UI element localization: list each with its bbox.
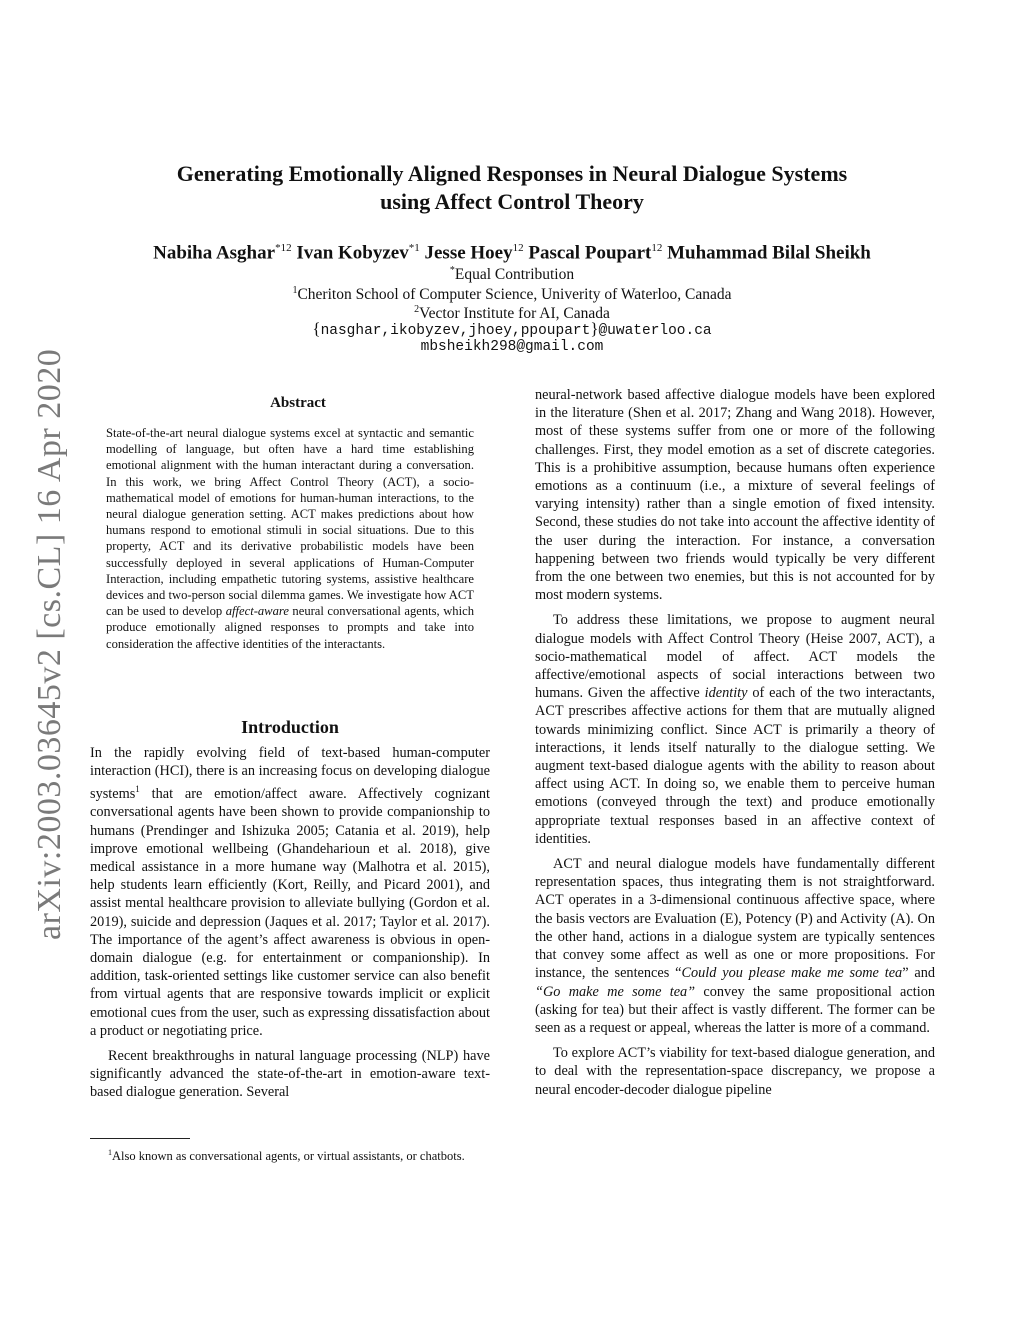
- abstract-heading: Abstract: [270, 395, 326, 411]
- abstract-body: [106, 425, 474, 652]
- paper-title: [100, 160, 924, 216]
- left-column: [90, 744, 490, 1109]
- right-p2-text-a: To address these limitations, we propose to augment neural dialogue models with Affect Control Theory (Heise 2007, ACT), a socio-mathematical model of affect. ACT models the affective/emotional aspects of social interactions between two humans. Given the affective: [535, 612, 935, 702]
- email-users: nasghar,ikobyzev,jhoey,ppoupart: [320, 323, 591, 339]
- author-marks: 12: [651, 242, 663, 254]
- right-column: [535, 386, 935, 1106]
- email-domain: @uwaterloo.ca: [598, 323, 712, 339]
- right-p3-text-a: ACT and neural dialogue models have fundamentally different representation spaces, thus integrating them is not straightforward. ACT operates in a 3-dimensional continuous affective space, where the basis vectors are Evaluation (E), Potency (P) and Activity (A). On the other hand, actions in a dialogue system are typically sentences that convey some affect as well as one or more propositions. For instance, the sentences “: [535, 856, 935, 982]
- abstract-text-1: State-of-the-art neural dialogue systems excel at syntactic and semantic modelling of language, but often have a hard time establishing emotional alignment with the human interactant during a conversation. In this work, we bring Affect Control Theory (ACT), a socio-mathematical model of emotions for human-human interactions, to the neural dialogue generation setting. ACT makes predictions about how humans respond to emotional stimuli in social situations. Due to this property, ACT and its derivative probabilistic models have been successfully deployed in several applications of Human-Computer Interaction, including empathetic tutoring systems, assistive healthcare devices and two-person social dilemma games. We investigate how ACT can be used to develop: [106, 426, 474, 619]
- affiliation-1-text: Cheriton School of Computer Science, Univerity of Waterloo, Canada: [297, 286, 732, 304]
- email-line-2: mbsheikh298@gmail.com: [420, 339, 604, 355]
- author-marks: 12: [512, 242, 524, 254]
- title-line-2: using Affect Control Theory: [380, 189, 644, 214]
- author-name: Pascal Poupart: [528, 242, 652, 264]
- footnote: [90, 1145, 490, 1164]
- title-line-1: Generating Emotionally Aligned Responses in Neural Dialogue Systems: [176, 161, 848, 186]
- right-p3-text-c: convey the same propositional action (asking for tea) but their affect is vastly different. The former can be seen as a request or appeal, whereas the latter is more of a command.: [535, 983, 935, 1036]
- right-paragraph-2: [535, 611, 935, 848]
- intro-paragraph-1: [90, 744, 490, 1040]
- affiliation-2-mark: 2: [414, 304, 420, 315]
- footnote-mark: 1: [108, 1148, 112, 1157]
- equal-contribution-text: Equal Contribution: [454, 266, 575, 284]
- author-name: Ivan Kobyzev: [296, 242, 409, 264]
- author-marks: *12: [275, 242, 292, 254]
- affiliation-2-text: Vector Institute for AI, Canada: [419, 305, 610, 323]
- author-name: Nabiha Asghar: [153, 242, 276, 264]
- equal-mark: *: [449, 265, 455, 276]
- right-paragraph-3: [535, 855, 935, 1037]
- right-paragraph-4: To explore ACT’s viability for text-based dialogue generation, and to deal with the representation-space discrepancy, we propose a neural encoder-decoder dialogue pipeline: [535, 1045, 935, 1098]
- intro-paragraph-2: Recent breakthroughs in natural language processing (NLP) have significantly advanced the state-of-the-art in emotion-aware text-based dialogue generation. Several: [90, 1048, 490, 1101]
- author-marks: *1: [408, 242, 420, 254]
- abstract-emphasis: affect-aware: [225, 604, 289, 619]
- right-paragraph-1: neural-network based affective dialogue models have been explored in the literature (Shen et al. 2017; Zhang and Wang 2018). However, most of these systems suffer from one or more of the following challenges. First, they model emotion as a set of discrete categories. This is a prohibitive assumption, because humans often experience emotions as a continuum (i.e., a mixture of several feelings of varying intensity) rather than a single emotion of fixed intensity. Second, these studies do not take into account the affective identity of the user during the interaction. For instance, a conversation happening between two friends would typically be very different from the one between two enemies, but this is not accounted for by most modern systems.: [535, 387, 935, 604]
- author-name: Jesse Hoey: [424, 242, 513, 264]
- footnote-text: Also known as conversational agents, or virtual assistants, or chatbots.: [112, 1149, 465, 1164]
- email-open-brace: {: [312, 319, 321, 338]
- right-p3-text-b: ” and: [902, 965, 936, 982]
- right-p3-emphasis-1: Could you please make me some tea: [681, 965, 903, 982]
- introduction-heading: Introduction: [241, 717, 339, 737]
- intro-p1-text-b: that are emotion/affect aware. Affectively cognizant conversational agents have been shown to provide companionship to humans (Prendinger and Ishizuka 2005; Catania et al. 2019), help improve emotional wellbeing (Ghandeharioun et al. 2018), give medical assistance in a more humane way (Malhotra et al. 2015), help students learn efficiently (Kort, Reilly, and Picard 2001), and assist mental healthcare provision to alleviate bullying (Gordon et al. 2019), suicide and depression (Jaques et al. 2017; Taylor et al. 2017). The importance of the agent’s affect awareness is obvious in open-domain dialogue (e.g. for entertainment or companionship). In addition, task-oriented settings like customer service can also benefit from virtual agents that are responsive towards implicit or explicit emotional cues from the user, such as expressing dissatisfaction about a product or negotiating price.: [90, 786, 490, 1039]
- right-p3-emphasis-2: “Go make me some tea”: [535, 983, 696, 1000]
- abstract-text-2: neural conversational agents, which produce emotionally aligned responses to prompts and take into consideration the affective identities of the interactants.: [106, 604, 474, 651]
- footnote-divider: [90, 1138, 190, 1139]
- right-p2-text-b: of each of the two interactants, ACT prescribes affective actions for them that are mutually aligned towards minimizing conflict. Since ACT is primarily a theory of interactions, it lends itself naturally to the dialogue setting. We augment text-based dialogue agents with the ability to reason about affect using ACT. In doing so, we enable them to perceive human emotions (conveyed through the text) and produce emotionally appropriate textual responses based in an affective context of identities.: [535, 685, 935, 847]
- author-name: Muhammad Bilal Sheikh: [667, 242, 871, 264]
- arxiv-identifier: arXiv:2003.03645v2 [cs.CL] 16 Apr 2020: [31, 348, 68, 940]
- footnote-ref: 1: [135, 784, 140, 795]
- right-p2-emphasis: identity: [704, 685, 748, 702]
- affiliation-1-mark: 1: [292, 285, 298, 296]
- intro-p1-text-a: In the rapidly evolving field of text-based human-computer interaction (HCI), there is an increasing focus on developing dialogue systems: [90, 745, 490, 803]
- email-close-brace: }: [590, 319, 599, 338]
